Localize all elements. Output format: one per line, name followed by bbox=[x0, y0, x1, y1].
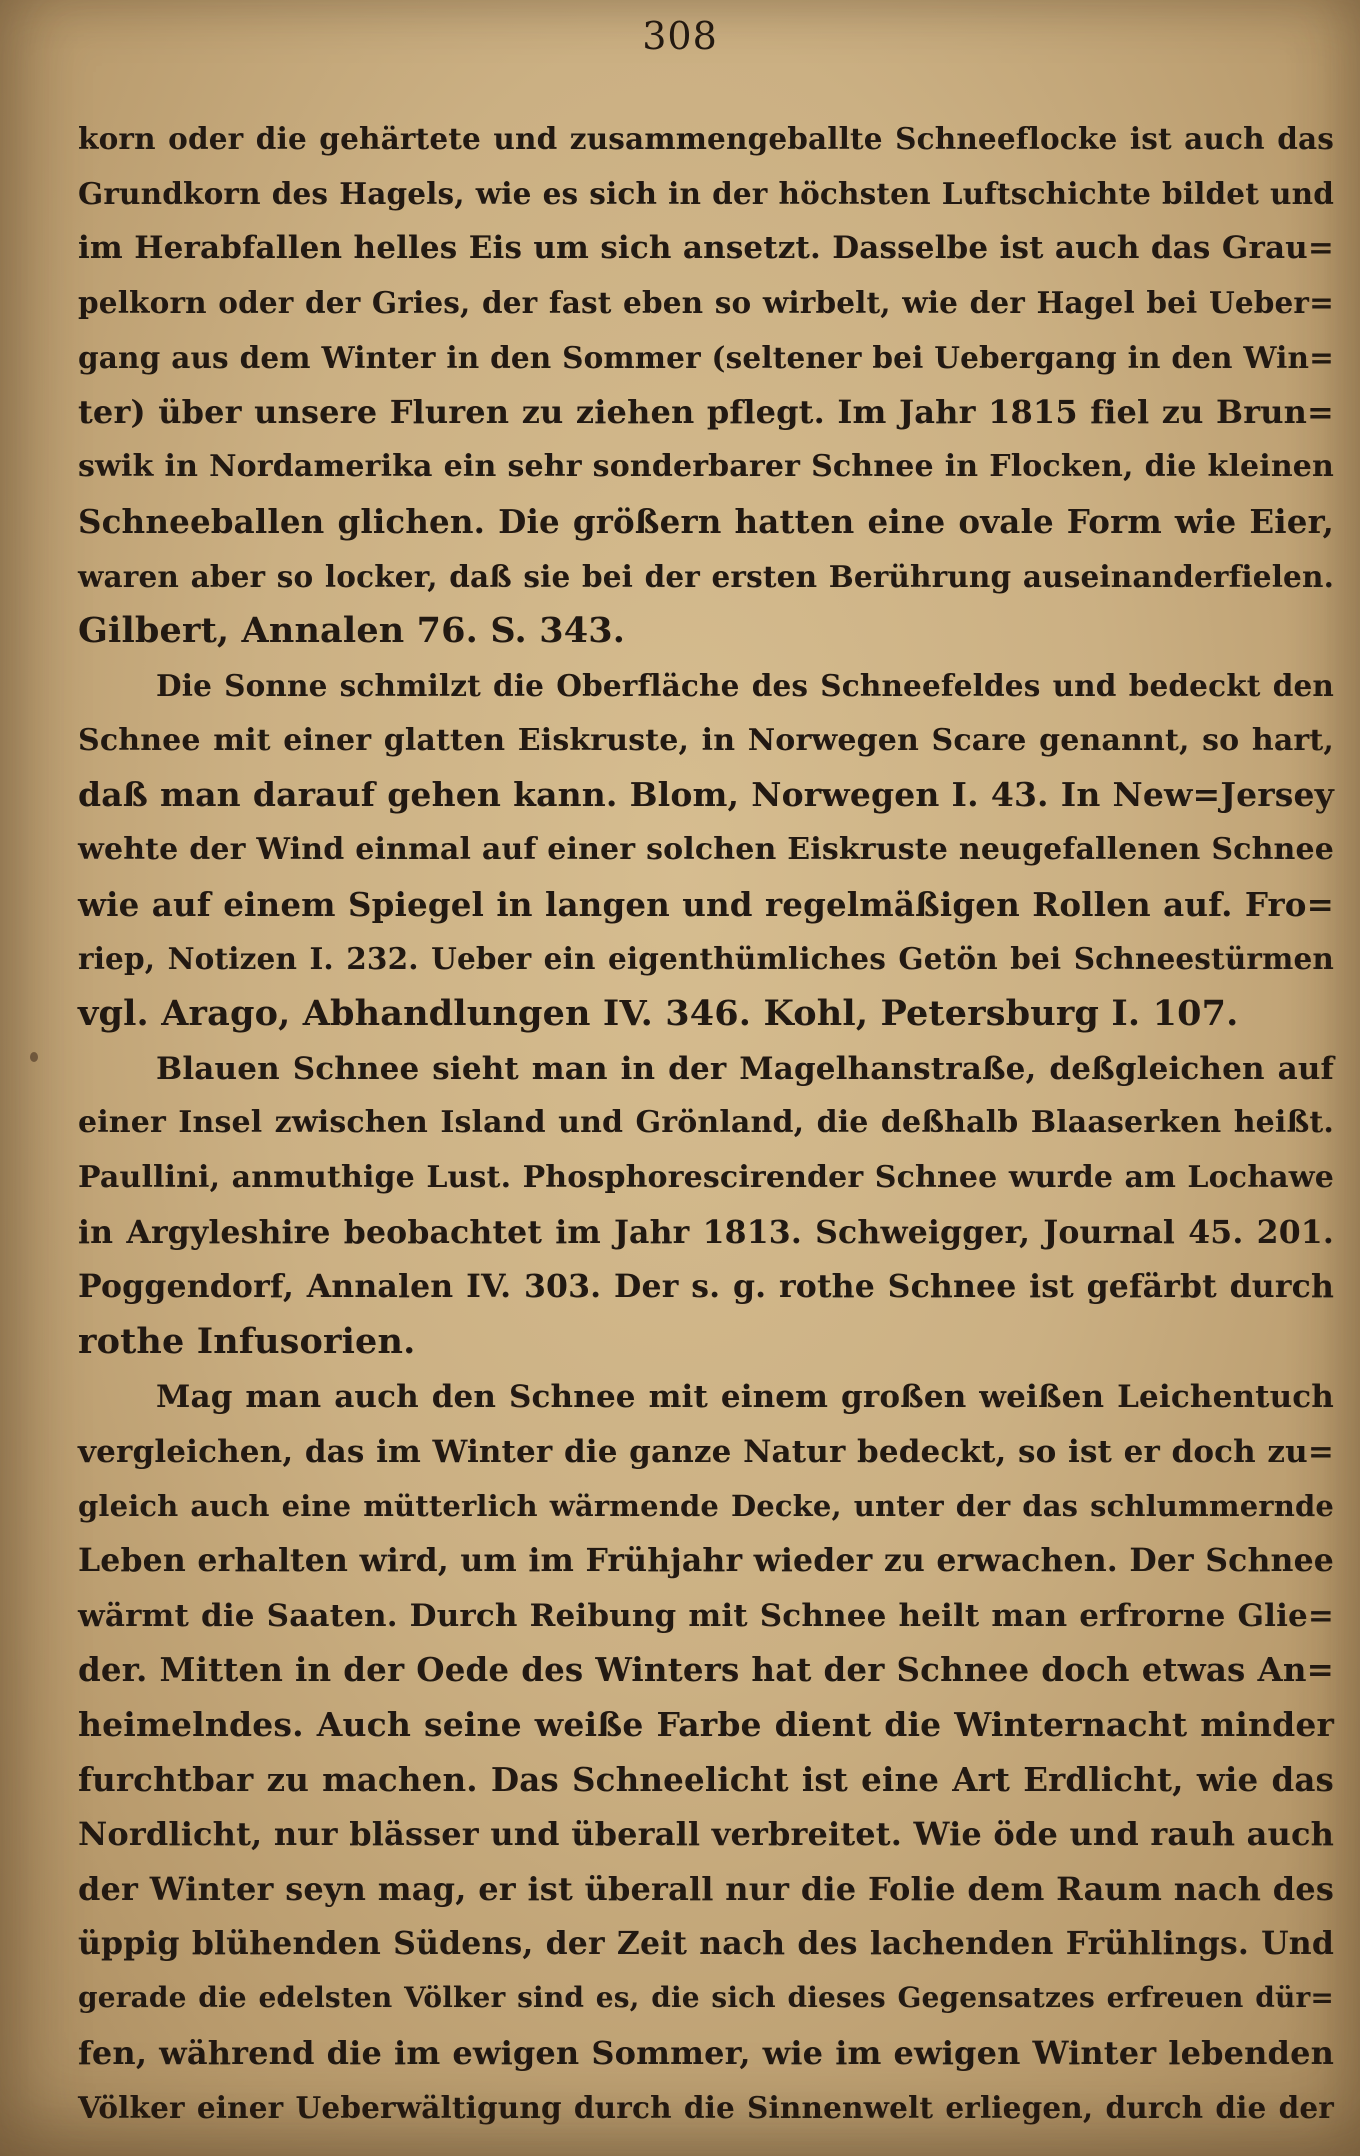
text-line: Nordlicht, nur blässer und überall verbreitet. Wie öde und rauh auch bbox=[78, 1815, 1334, 1854]
text-line: gleich auch eine mütterlich wärmende Decke, unter der das schlummernde bbox=[78, 1489, 1334, 1524]
text-line: Grundkorn des Hagels, wie es sich in der höchsten Luftschichte bildet und bbox=[78, 175, 1334, 211]
text-line: Blauen Schnee sieht man in der Magelhanstraße, deßgleichen auf bbox=[156, 1050, 1334, 1087]
page-number: 308 bbox=[642, 14, 718, 58]
text-line: fen, während die im ewigen Sommer, wie im ewigen Winter lebenden bbox=[78, 2034, 1334, 2073]
text-line: Mag man auch den Schnee mit einem großen weißen Leichentuch bbox=[156, 1378, 1334, 1415]
text-line: ter) über unsere Fluren zu ziehen pflegt. Im Jahr 1815 fiel zu Brun= bbox=[78, 393, 1334, 432]
text-line: vergleichen, das im Winter die ganze Natur bedeckt, so ist er doch zu= bbox=[78, 1433, 1334, 1470]
text-line: Gilbert, Annalen 76. S. 343. bbox=[78, 610, 626, 652]
ink-speck bbox=[30, 1052, 38, 1062]
text-line: gang aus dem Winter in den Sommer (seltener bei Uebergang in den Win= bbox=[78, 339, 1334, 375]
text-line: vgl. Arago, Abhandlungen IV. 346. Kohl, Petersburg I. 107. bbox=[78, 993, 1239, 1034]
text-line: einer Insel zwischen Island und Grönland, die deßhalb Blaaserken heißt. bbox=[78, 1105, 1334, 1141]
text-line: gerade die edelsten Völker sind es, die sich dieses Gegensatzes erfreuen dür= bbox=[78, 1981, 1334, 2015]
text-line: im Herabfallen helles Eis um sich ansetzt. Dasselbe ist auch das Grau= bbox=[78, 230, 1334, 267]
text-line: Paullini, anmuthige Lust. Phosphorescirender Schnee wurde am Lochawe bbox=[78, 1160, 1334, 1196]
paragraph-1 bbox=[78, 112, 1334, 659]
text-line: heimelndes. Auch seine weiße Farbe dient die Winternacht minder bbox=[78, 1704, 1334, 1744]
paragraph-4 bbox=[78, 1370, 1334, 2136]
paragraph-3 bbox=[78, 1042, 1334, 1370]
text-line: swik in Nordamerika ein sehr sonderbarer Schnee in Flocken, die kleinen bbox=[78, 449, 1334, 485]
text-line: in Argyleshire beobachtet im Jahr 1813. Schweigger, Journal 45. 201. bbox=[78, 1213, 1334, 1251]
text-line: Schnee mit einer glatten Eiskruste, in Norwegen Scare genannt, so hart, bbox=[78, 722, 1334, 758]
text-line: korn oder die gehärtete und zusammengeballte Schneeflocke ist auch das bbox=[78, 121, 1334, 156]
text-line: Poggendorf, Annalen IV. 303. Der s. g. rothe Schnee ist gefärbt durch bbox=[78, 1268, 1334, 1306]
text-line: üppig blühenden Südens, der Zeit nach des lachenden Frühlings. Und bbox=[78, 1924, 1334, 1962]
text-line: waren aber so locker, daß sie bei der ersten Berührung auseinanderfielen. bbox=[78, 558, 1334, 594]
text-line: wie auf einem Spiegel in langen und regelmäßigen Rollen auf. Fro= bbox=[78, 884, 1334, 924]
body-text bbox=[78, 112, 1334, 2135]
text-line: wärmt die Saaten. Durch Reibung mit Schnee heilt man erfrorne Glie= bbox=[78, 1597, 1334, 1634]
text-line: wehte der Wind einmal auf einer solchen Eiskruste neugefallenen Schnee bbox=[78, 831, 1334, 867]
text-line: riep, Notizen I. 232. Ueber ein eigenthümliches Getön bei Schneestürmen bbox=[78, 941, 1334, 977]
text-line: pelkorn oder der Gries, der fast eben so wirbelt, wie der Hagel bei Ueber= bbox=[78, 285, 1334, 321]
text-line: daß man darauf gehen kann. Blom, Norwegen I. 43. In New=Jersey bbox=[78, 775, 1334, 815]
text-line: der. Mitten in der Oede des Winters hat der Schnee doch etwas An= bbox=[78, 1650, 1334, 1690]
text-line: Leben erhalten wird, um im Frühjahr wieder zu erwachen. Der Schnee bbox=[78, 1541, 1334, 1579]
text-line: rothe Infusorien. bbox=[78, 1321, 416, 1363]
text-line: Die Sonne schmilzt die Oberfläche des Schneefeldes und bedeckt den bbox=[156, 667, 1334, 703]
text-line: der Winter seyn mag, er ist überall nur die Folie dem Raum nach des bbox=[78, 1870, 1334, 1908]
paragraph-2 bbox=[78, 659, 1334, 1042]
text-line: Schneeballen glichen. Die größern hatten eine ovale Form wie Eier, bbox=[78, 501, 1334, 541]
text-line: Völker einer Ueberwältigung durch die Sinnenwelt erliegen, durch die der bbox=[78, 2089, 1334, 2125]
text-line: furchtbar zu machen. Das Schneelicht ist eine Art Erdlicht, wie das bbox=[78, 1759, 1334, 1799]
